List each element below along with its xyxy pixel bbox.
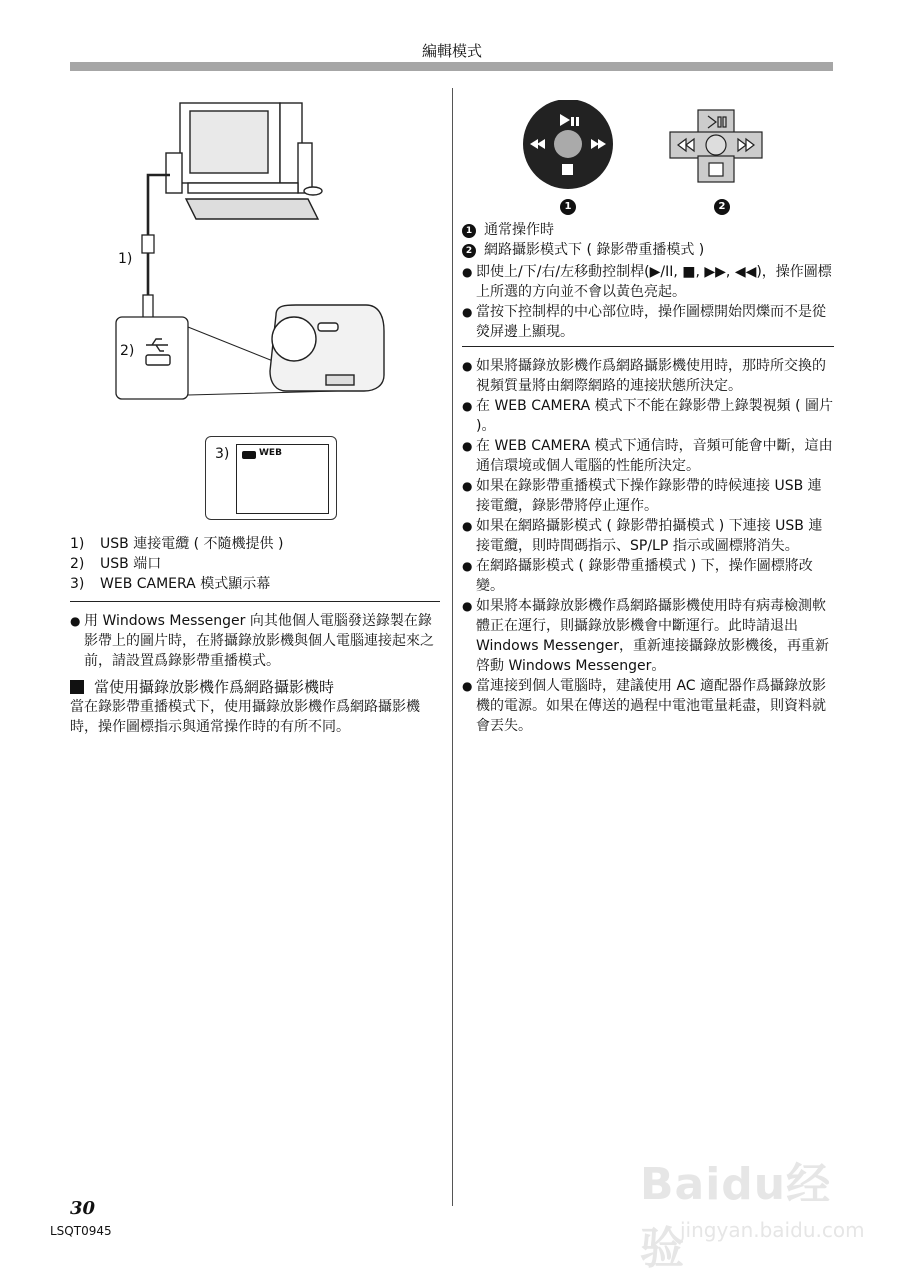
computer-icon: [166, 103, 322, 219]
badge-1: 1: [560, 199, 576, 215]
page-number: 30: [70, 1198, 96, 1219]
web-indicator: WEB: [259, 448, 282, 458]
watermark-url: jingyan.baidu.com: [680, 1218, 865, 1242]
list-item: ● 如果將本攝錄放影機作爲網路攝影機使用時有病毒檢測軟體正在運行，則攝錄放影機會中斷運行。此時請退出 Windows Messenger，重新連接攝錄放影機後，再重新啓動 Windows Messenger。: [462, 598, 829, 674]
mode-list: [462, 220, 834, 260]
right-bullet-list-2: [462, 356, 834, 736]
camcorder-icon: [270, 305, 384, 391]
usb-connection-diagram: [108, 95, 393, 415]
joystick-normal-icon: [523, 100, 613, 189]
right-divider: [462, 346, 834, 347]
left-bullet-list: [70, 611, 440, 671]
diagram-legend: [70, 534, 440, 594]
list-item: ● 如果在網路攝影模式 ( 錄影帶拍攝模式 ) 下連接 USB 連接電纜，則時間碼指示、SP/LP 指示或圖標將消失。: [462, 518, 823, 554]
list-item: ● 當按下控制桿的中心部位時，操作圖標開始閃爍而不是從熒屏邊上顯現。: [462, 304, 826, 340]
right-bullet-list-1: [462, 262, 834, 342]
column-divider: [452, 88, 453, 1206]
section-body: 當在錄影帶重播模式下，使用攝錄放影機作爲網路攝影機時，操作圖標指示與通常操作時的有所不同。: [70, 699, 420, 735]
diagram-label-1: 1): [118, 251, 133, 267]
badge-2: 2: [714, 199, 730, 215]
camera-icon: [242, 451, 256, 459]
list-item: 1 通常操作時: [462, 220, 834, 240]
list-item: ● 即使上/下/右/左移動控制桿(▶/II, ■, ▶▶, ◀◀)，操作圖標上所選的方向並不會以黃色亮起。: [462, 264, 832, 300]
list-item: ● 在網路攝影模式 ( 錄影帶重播模式 ) 下，操作圖標將改變。: [462, 558, 813, 594]
legend-item: 2) USB 端口: [70, 556, 162, 572]
list-item: ● 用 Windows Messenger 向其他個人電腦發送錄製在錄影帶上的圖片時，在將攝錄放影機與個人電腦連接起來之前，請設置爲錄影帶重播模式。: [70, 613, 434, 669]
diagram-label-3: 3): [215, 446, 230, 462]
diagram-label-2: 2): [120, 343, 135, 359]
list-item: ● 在 WEB CAMERA 模式下不能在錄影帶上錄製視頻 ( 圖片 )。: [462, 398, 834, 434]
square-bullet-icon: [70, 680, 84, 694]
lcd-screen: [236, 444, 329, 514]
baidu-watermark: [640, 1140, 870, 1274]
list-item: ● 如果將攝錄放影機作爲網路攝影機使用時，那時所交換的視頻質量將由網際網路的連接狀態所決定。: [462, 358, 826, 394]
section-heading: 當使用攝錄放影機作爲網路攝影機時: [70, 676, 440, 697]
page-header-title: 編輯模式: [421, 42, 482, 60]
joystick-diagrams: [520, 100, 780, 218]
document-code: LSQT0945: [50, 1224, 112, 1238]
legend-item: 3) WEB CAMERA 模式顯示幕: [70, 576, 271, 592]
header-rule: [70, 62, 833, 71]
left-divider: [70, 601, 440, 602]
legend-item: 1) USB 連接電纜 ( 不隨機提供 ): [70, 536, 284, 552]
web-camera-lcd-display: [205, 436, 337, 520]
list-item: 2 網路攝影模式下 ( 錄影帶重播模式 ): [462, 240, 834, 260]
list-item: ● 當連接到個人電腦時，建議使用 AC 適配器作爲攝錄放影機的電源。如果在傳送的過程中電池電量耗盡，則資料就會丟失。: [462, 678, 827, 734]
watermark-brand: Baidu经验: [640, 1159, 832, 1274]
list-item: ● 如果在錄影帶重播模式下操作錄影帶的時候連接 USB 連接電纜，錄影帶將停止運作。: [462, 478, 822, 514]
list-item: ● 在 WEB CAMERA 模式下通信時，音頻可能會中斷，這由通信環境或個人電腦的性能所決定。: [462, 438, 833, 474]
joystick-web-mode-icon: [670, 110, 762, 182]
